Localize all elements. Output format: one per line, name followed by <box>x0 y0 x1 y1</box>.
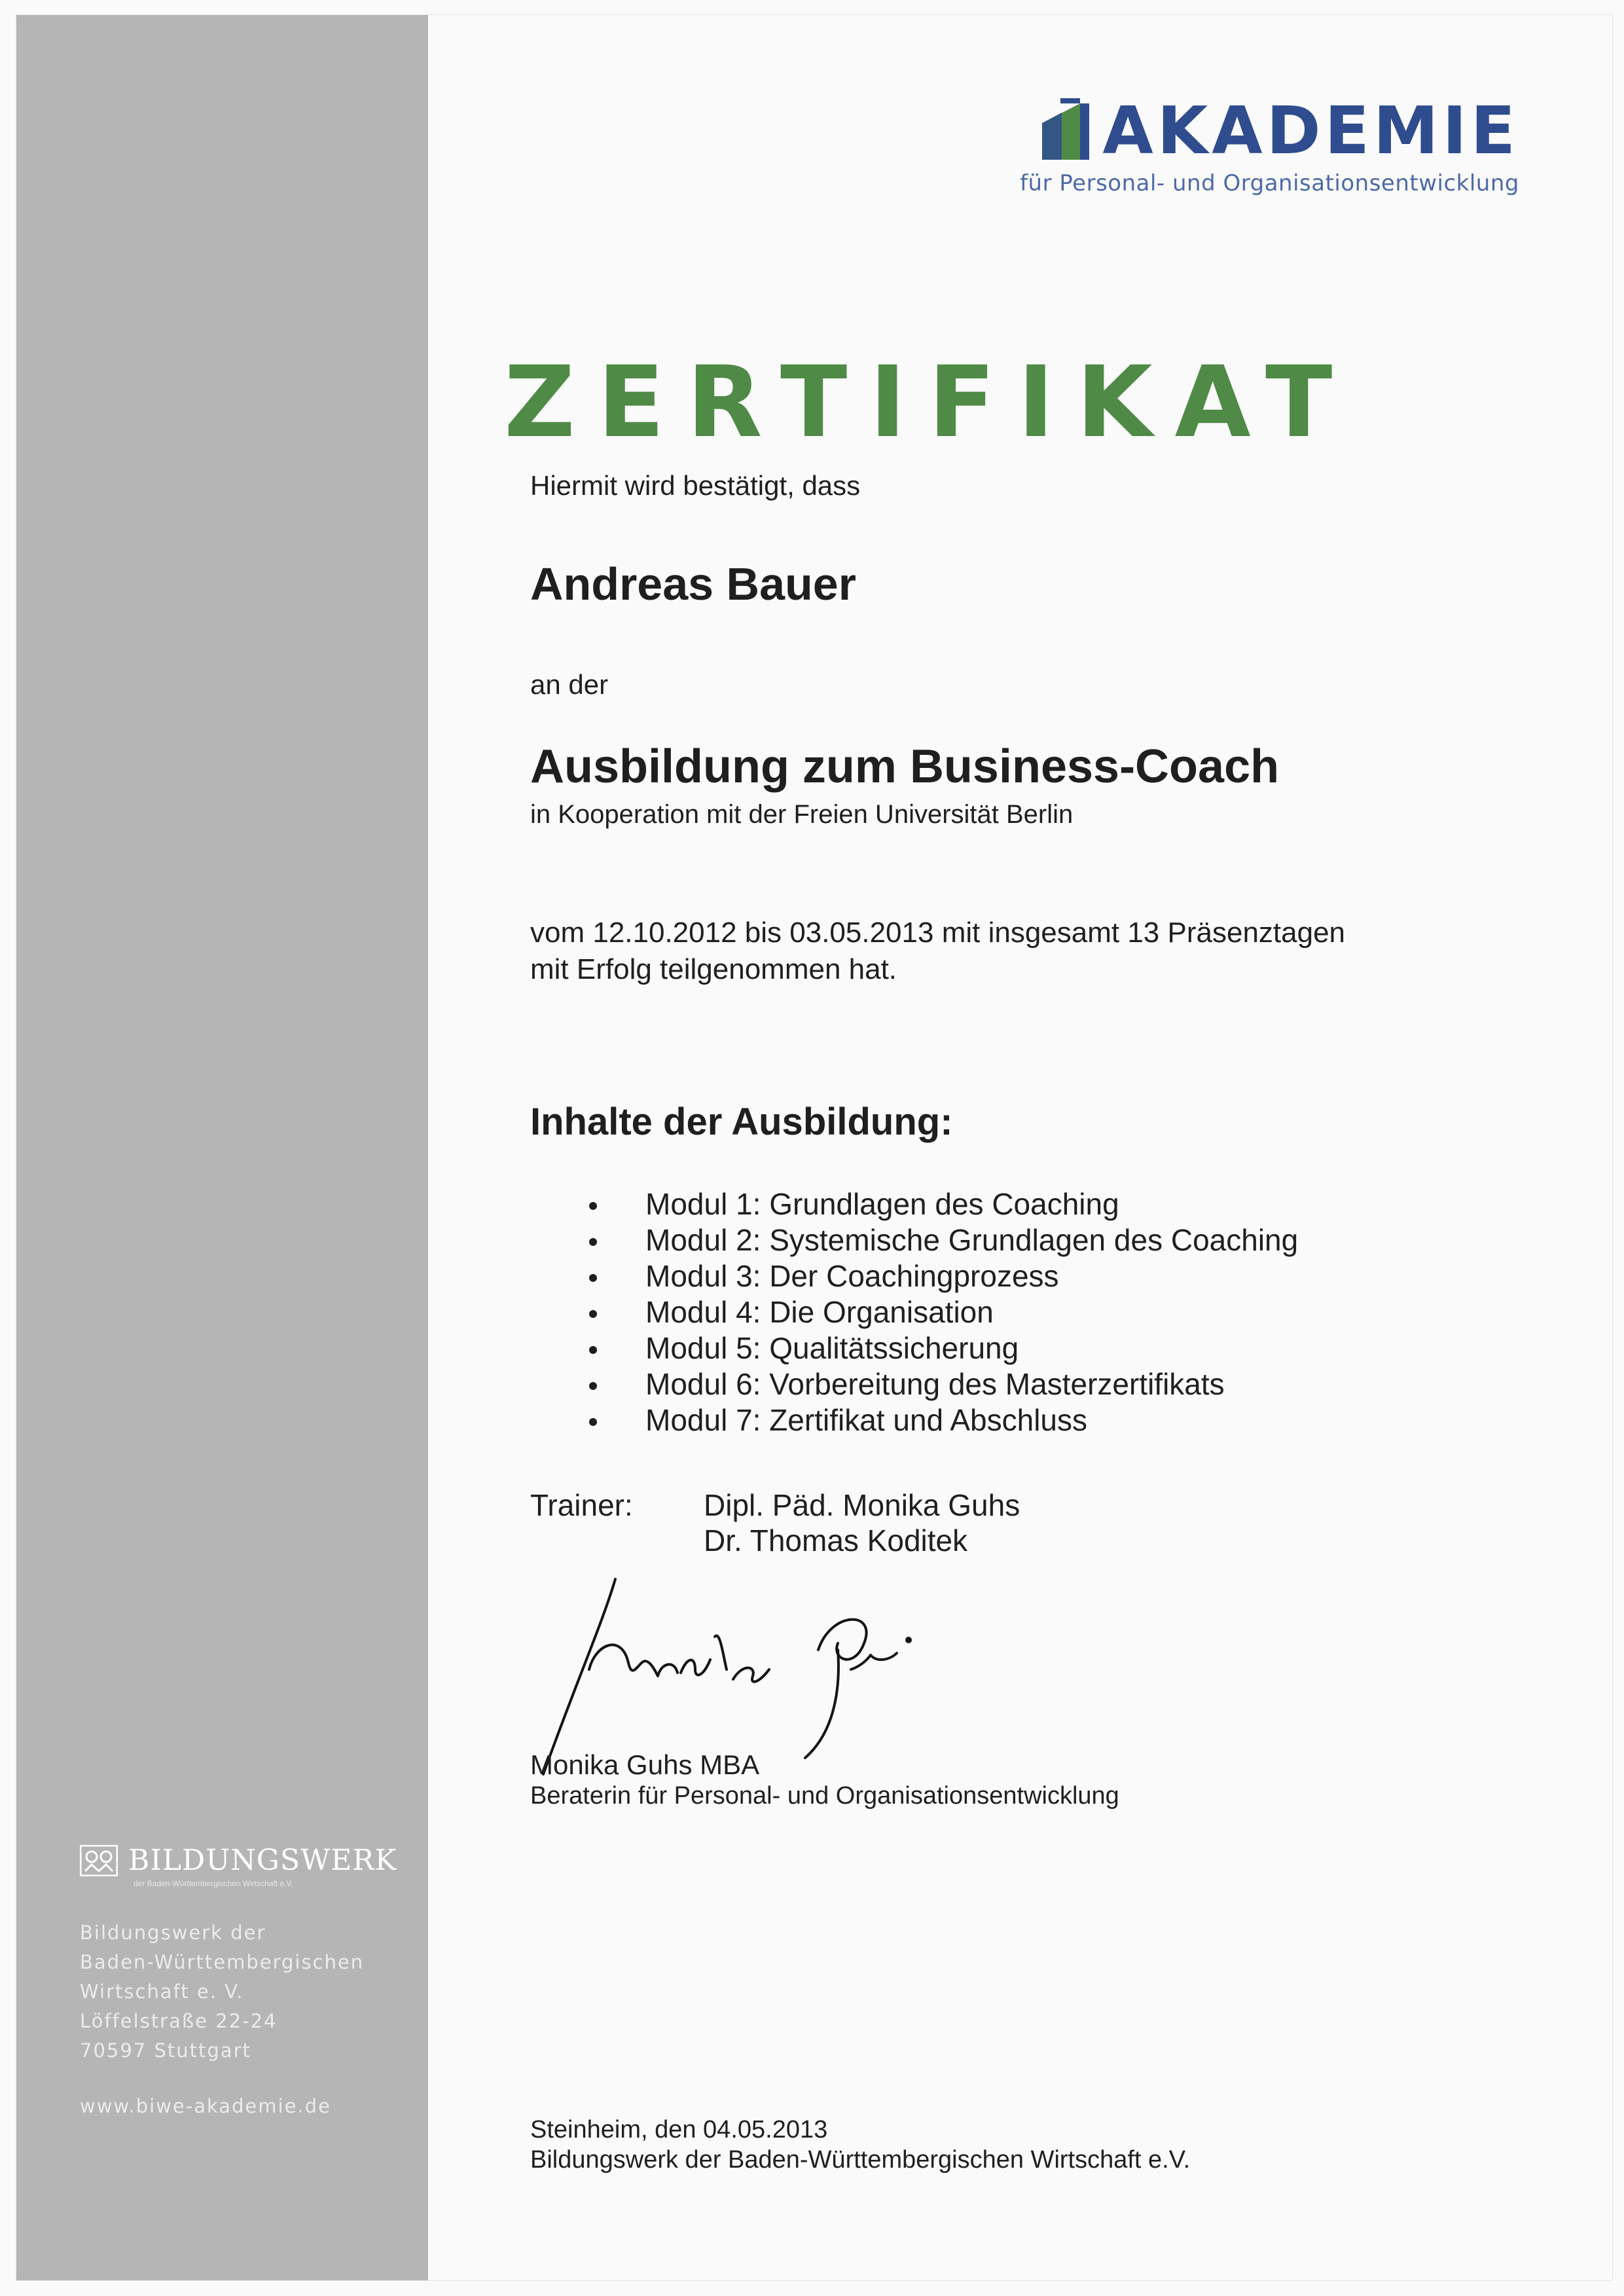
address-line: Wirtschaft e. V. <box>80 1980 244 2003</box>
module-item <box>589 1402 1298 1438</box>
module-label: Modul 3: Der Coachingprozess <box>645 1259 1059 1293</box>
website-url: www.biwe-akademie.de <box>80 2095 331 2117</box>
contents-heading: Inhalte der Ausbildung: <box>530 1101 953 1143</box>
address-line: Bildungswerk der <box>80 1922 266 1944</box>
akademie-logo-subtitle: für Personal- und Organisationsentwicklung <box>1020 170 1519 196</box>
bildungswerk-logo <box>80 1845 397 1876</box>
bullet-icon <box>589 1310 597 1318</box>
bildungswerk-logo-icon <box>80 1845 118 1876</box>
module-label: Modul 2: Systemische Grundlagen des Coaching <box>645 1223 1299 1257</box>
address-line: 70597 Stuttgart <box>80 2039 251 2062</box>
module-label: Modul 4: Die Organisation <box>645 1295 994 1329</box>
module-item <box>589 1186 1298 1222</box>
trainer-label: Trainer: <box>530 1488 633 1522</box>
module-list <box>589 1186 1298 1438</box>
module-item <box>589 1366 1298 1402</box>
address-line: Löffelstraße 22-24 <box>80 2010 278 2032</box>
signer-role: Beraterin für Personal- und Organisationsentwicklung <box>530 1782 1119 1810</box>
bildungswerk-logo-text: BILDUNGSWERK <box>128 1844 397 1877</box>
bullet-icon <box>589 1202 597 1210</box>
recipient-name: Andreas Bauer <box>530 558 856 610</box>
module-item <box>589 1222 1298 1258</box>
module-item <box>589 1330 1298 1366</box>
module-label: Modul 1: Grundlagen des Coaching <box>645 1187 1119 1221</box>
akademie-logo-icon <box>1042 98 1094 160</box>
issuer-name: Bildungswerk der Baden-Württembergischen Wirtschaft e.V. <box>530 2146 1191 2174</box>
bullet-icon <box>589 1382 597 1390</box>
an-der-text: an der <box>530 669 609 700</box>
course-title: Ausbildung zum Business-Coach <box>530 740 1280 793</box>
signer-name: Monika Guhs MBA <box>530 1749 760 1780</box>
module-item <box>589 1258 1298 1294</box>
trainer-name-1: Dipl. Päd. Monika Guhs <box>704 1488 1020 1522</box>
sidebar-address <box>80 1918 364 2066</box>
module-label: Modul 5: Qualitätssicherung <box>645 1331 1019 1365</box>
bullet-icon <box>589 1274 597 1282</box>
certificate-title: ZERTIFIKAT <box>504 346 1355 460</box>
bullet-icon <box>589 1238 597 1246</box>
module-label: Modul 7: Zertifikat und Abschluss <box>645 1403 1087 1437</box>
trainer-name-2: Dr. Thomas Koditek <box>704 1523 968 1558</box>
period-line-1: vom 12.10.2012 bis 03.05.2013 mit insgesamt 13 Präsenztagen <box>530 917 1346 949</box>
bullet-icon <box>589 1346 597 1354</box>
akademie-logo <box>1020 92 1519 196</box>
module-label: Modul 6: Vorbereitung des Masterzertifikats <box>645 1367 1225 1401</box>
place-date: Steinheim, den 04.05.2013 <box>530 2116 828 2143</box>
bullet-icon <box>589 1418 597 1426</box>
intro-text: Hiermit wird bestätigt, dass <box>530 470 861 501</box>
module-item <box>589 1294 1298 1330</box>
address-line: Baden-Württembergischen <box>80 1951 365 1973</box>
cooperation-text: in Kooperation mit der Freien Universität Berlin <box>530 800 1074 829</box>
bildungswerk-tagline: der Baden-Württembergischen Wirtschaft e.V. <box>134 1879 293 1888</box>
akademie-logo-text: AKADEMIE <box>1102 92 1519 169</box>
period-line-2: mit Erfolg teilgenommen hat. <box>530 953 897 985</box>
